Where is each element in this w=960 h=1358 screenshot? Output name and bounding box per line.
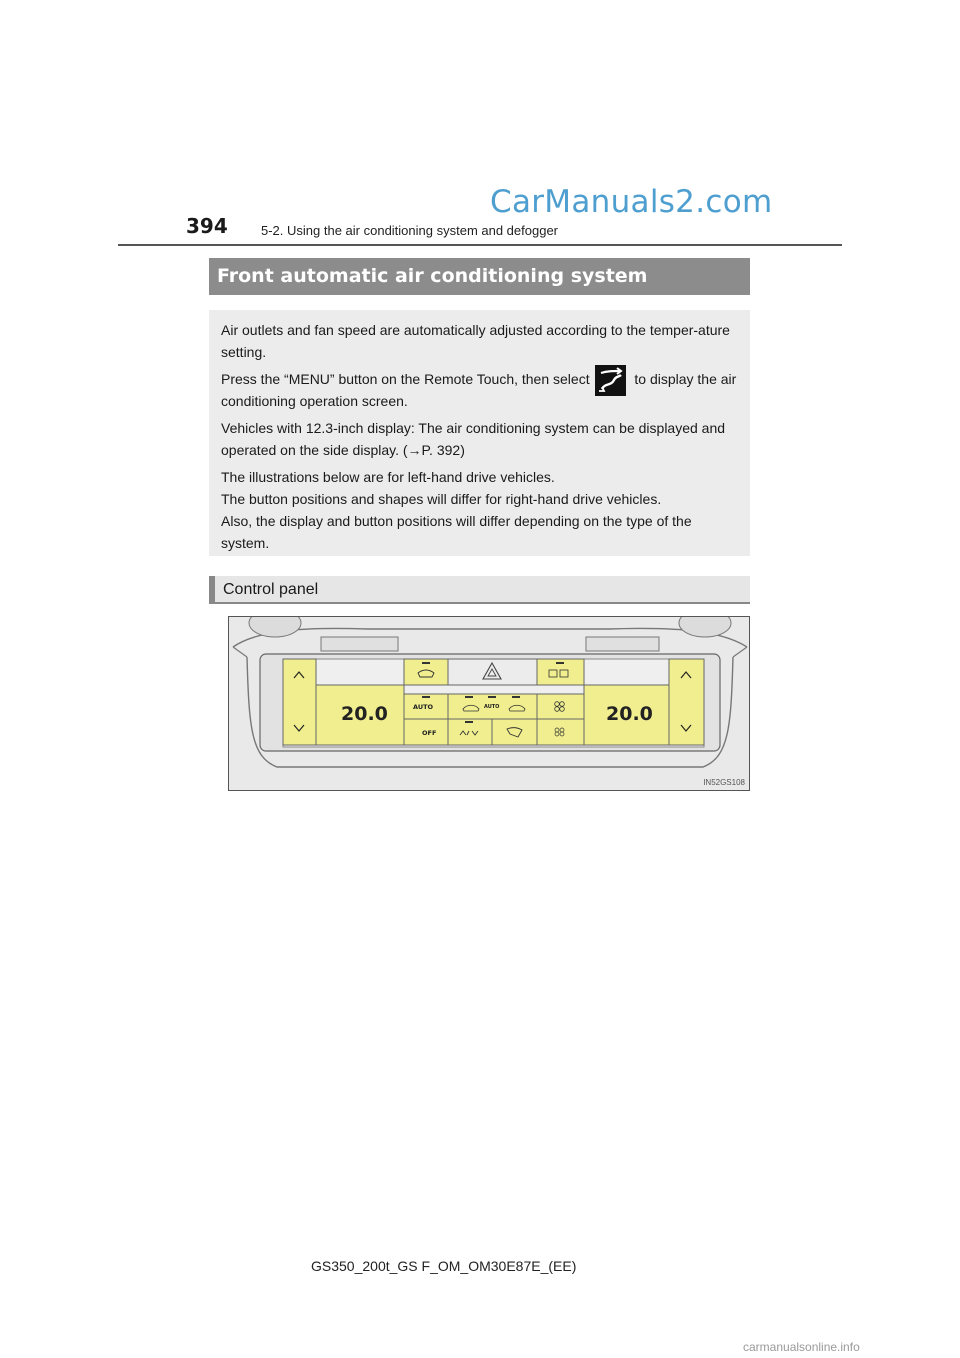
intro-p2-before: Press the “MENU” button on the Remote Touch, then select — [221, 371, 590, 387]
illustration-code: IN52GS108 — [703, 778, 745, 787]
auto-button-label: AUTO — [413, 703, 434, 711]
intro-paragraph-1: Air outlets and fan speed are automatically adjusted according to the temper-ature setting. — [221, 322, 730, 360]
right-temperature-display: 20.0 — [606, 703, 653, 725]
air-conditioning-icon — [595, 365, 626, 396]
intro-paragraph-4 — [221, 466, 739, 554]
intro-p4-line2: The button positions and shapes will differ for right-hand drive vehicles. — [221, 491, 662, 507]
intro-paragraph-2 — [221, 368, 739, 412]
intro-p4-line1: The illustrations below are for left-hand drive vehicles. — [221, 469, 555, 485]
section-title: 5-2. Using the air conditioning system and defogger — [261, 223, 559, 238]
intro-p2-after: to display the air conditioning operation screen. — [221, 371, 737, 409]
intro-paragraph-3: Vehicles with 12.3-inch display: The air conditioning system can be displayed and operated on the side display. (→P. 392) — [221, 420, 726, 458]
auto-small-label: AUTO — [484, 704, 500, 710]
intro-box — [209, 310, 750, 556]
off-button-label: OFF — [422, 729, 437, 737]
main-heading: Front automatic air conditioning system — [209, 258, 750, 295]
footer-manual-code: GS350_200t_GS F_OM_OM30E87E_(EE) — [311, 1258, 577, 1274]
header-rule — [118, 244, 842, 246]
left-temperature-display: 20.0 — [341, 703, 388, 725]
intro-p4-line3: Also, the display and button positions will differ depending on the type of the system. — [221, 513, 692, 551]
watermark-logo: CarManuals2.com — [490, 184, 773, 220]
sub-heading-control-panel: Control panel — [209, 576, 750, 604]
control-panel-illustration — [228, 616, 750, 791]
bottom-watermark: carmanualsonline.info — [743, 1340, 860, 1354]
page-number: 394 — [186, 214, 228, 238]
